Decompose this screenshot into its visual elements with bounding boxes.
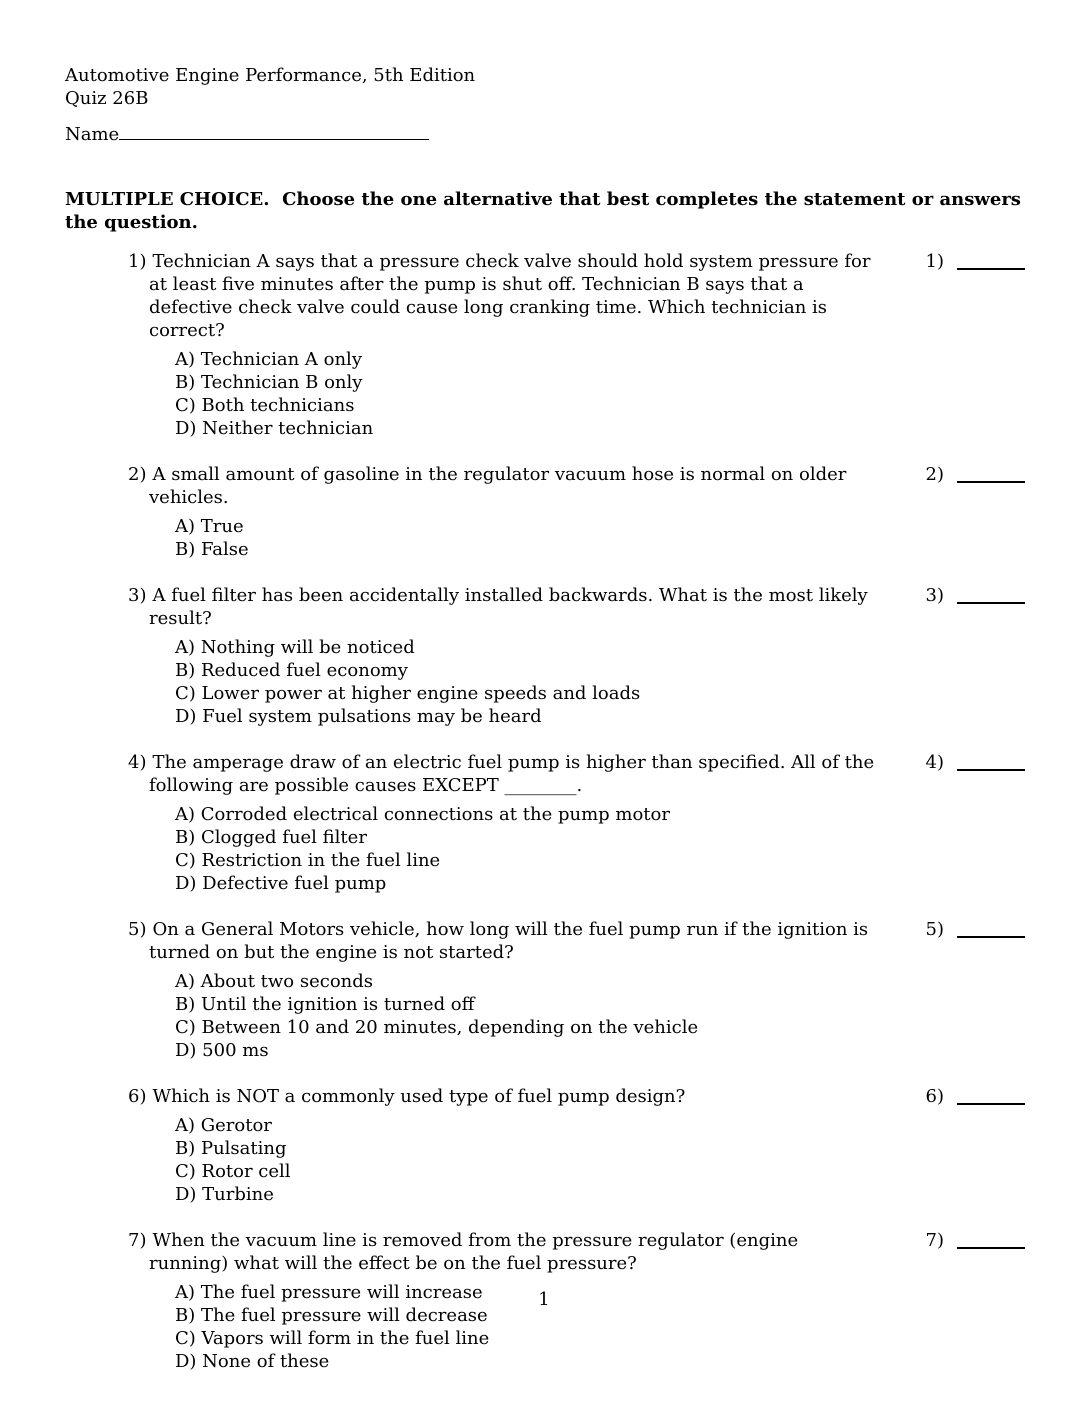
question-3-answer-blank[interactable] <box>957 584 1025 604</box>
choice-5a: A) About two seconds <box>175 971 374 992</box>
question-3-body <box>128 584 878 630</box>
page-number: 1 <box>538 1289 550 1310</box>
choice-4d: D) Defective fuel pump <box>175 873 387 894</box>
choice-1a: A) Technician A only <box>175 349 362 370</box>
choice-2a: A) True <box>175 516 244 537</box>
question-5-answer-area <box>926 918 1025 941</box>
choice-1b: B) Technician B only <box>175 372 363 393</box>
question-2-text: A small amount of gasoline in the regulator vacuum hose is normal on older vehicles. <box>149 464 847 508</box>
choice-6d: D) Turbine <box>175 1184 274 1205</box>
choice-1c: C) Both technicians <box>175 395 355 416</box>
choice-7c: C) Vapors will form in the fuel line <box>175 1328 490 1349</box>
question-6-text: Which is NOT a commonly used type of fuel pump design? <box>152 1086 686 1107</box>
question-4-number: 4) <box>128 752 147 773</box>
question-1-number: 1) <box>128 251 147 272</box>
question-3-answer-number: 3) <box>925 585 944 606</box>
question-3-text: A fuel filter has been accidentally installed backwards. What is the most likely result? <box>149 585 868 629</box>
question-6 <box>128 1085 1025 1206</box>
question-2-body <box>128 463 878 509</box>
question-4-answer-area <box>926 751 1025 774</box>
document-title: Automotive Engine Performance, 5th Edition <box>65 65 476 86</box>
question-1-answer-area <box>926 250 1025 273</box>
choice-7d: D) None of these <box>175 1351 330 1372</box>
question-4-body <box>128 751 878 797</box>
question-5-choices <box>175 970 1025 1062</box>
choice-3b: B) Reduced fuel economy <box>175 660 408 681</box>
question-5 <box>128 918 1025 1062</box>
question-3-answer-area <box>926 584 1025 607</box>
question-2 <box>128 463 1025 561</box>
choice-4b: B) Clogged fuel filter <box>175 827 367 848</box>
choice-2b: B) False <box>175 539 249 560</box>
question-6-body <box>128 1085 878 1108</box>
question-7-body <box>128 1229 878 1275</box>
choice-5d: D) 500 ms <box>175 1040 269 1061</box>
question-1-body <box>128 250 878 342</box>
questions-list <box>128 250 1025 1373</box>
question-4-text: The amperage draw of an electric fuel pump is higher than specified. All of the following are possible causes EXCEPT ________. <box>149 752 875 796</box>
question-6-number: 6) <box>128 1086 147 1107</box>
question-7-text: When the vacuum line is removed from the pressure regulator (engine running) what will the effect be on the fuel pressure? <box>149 1230 799 1274</box>
question-5-answer-blank[interactable] <box>957 918 1025 938</box>
question-7-answer-number: 7) <box>925 1230 944 1251</box>
question-1-text: Technician A says that a pressure check valve should hold system pressure for at least five minutes after the pump is shut off. Technician B says that a defective check valve could cause long cranking time. Which technician is correct? <box>149 251 871 341</box>
question-3-choices <box>175 636 1025 728</box>
question-5-answer-number: 5) <box>925 919 944 940</box>
choice-5b: B) Until the ignition is turned off <box>175 994 475 1015</box>
choice-4c: C) Restriction in the fuel line <box>175 850 441 871</box>
question-7-answer-area <box>926 1229 1025 1252</box>
question-6-choices <box>175 1114 1025 1206</box>
question-7-answer-blank[interactable] <box>957 1229 1025 1249</box>
name-input-line[interactable] <box>119 122 429 140</box>
choice-7a: A) The fuel pressure will increase <box>175 1282 483 1303</box>
question-6-answer-blank[interactable] <box>957 1085 1025 1105</box>
choice-5c: C) Between 10 and 20 minutes, depending on the vehicle <box>175 1017 699 1038</box>
question-4-choices <box>175 803 1025 895</box>
choice-7b: B) The fuel pressure will decrease <box>175 1305 488 1326</box>
name-row <box>65 122 1025 146</box>
choice-6c: C) Rotor cell <box>175 1161 291 1182</box>
instructions-text: MULTIPLE CHOICE. Choose the one alternative that best completes the statement or answers the question. <box>65 189 1028 233</box>
question-1-choices <box>175 348 1025 440</box>
name-label: Name <box>65 124 120 145</box>
choice-3a: A) Nothing will be noticed <box>175 637 415 658</box>
question-2-answer-area <box>926 463 1025 486</box>
question-3-number: 3) <box>128 585 147 606</box>
question-2-answer-number: 2) <box>925 464 944 485</box>
question-5-text: On a General Motors vehicle, how long will the fuel pump run if the ignition is turned on but the engine is not started? <box>149 919 869 963</box>
question-6-answer-area <box>926 1085 1025 1108</box>
choice-1d: D) Neither technician <box>175 418 374 439</box>
choice-6a: A) Gerotor <box>175 1115 272 1136</box>
question-6-answer-number: 6) <box>925 1086 944 1107</box>
question-5-number: 5) <box>128 919 147 940</box>
question-2-answer-blank[interactable] <box>957 463 1025 483</box>
quiz-number: Quiz 26B <box>65 88 149 109</box>
question-1 <box>128 250 1025 440</box>
question-2-choices <box>175 515 1025 561</box>
question-1-answer-number: 1) <box>925 251 944 272</box>
question-5-body <box>128 918 878 964</box>
question-2-number: 2) <box>128 464 147 485</box>
choice-6b: B) Pulsating <box>175 1138 287 1159</box>
question-4-answer-blank[interactable] <box>957 751 1025 771</box>
choice-3d: D) Fuel system pulsations may be heard <box>175 706 542 727</box>
question-3 <box>128 584 1025 728</box>
question-4-answer-number: 4) <box>925 752 944 773</box>
choice-4a: A) Corroded electrical connections at the pump motor <box>175 804 670 825</box>
choice-3c: C) Lower power at higher engine speeds and loads <box>175 683 641 704</box>
question-7-number: 7) <box>128 1230 147 1251</box>
question-4 <box>128 751 1025 895</box>
question-1-answer-blank[interactable] <box>957 250 1025 270</box>
